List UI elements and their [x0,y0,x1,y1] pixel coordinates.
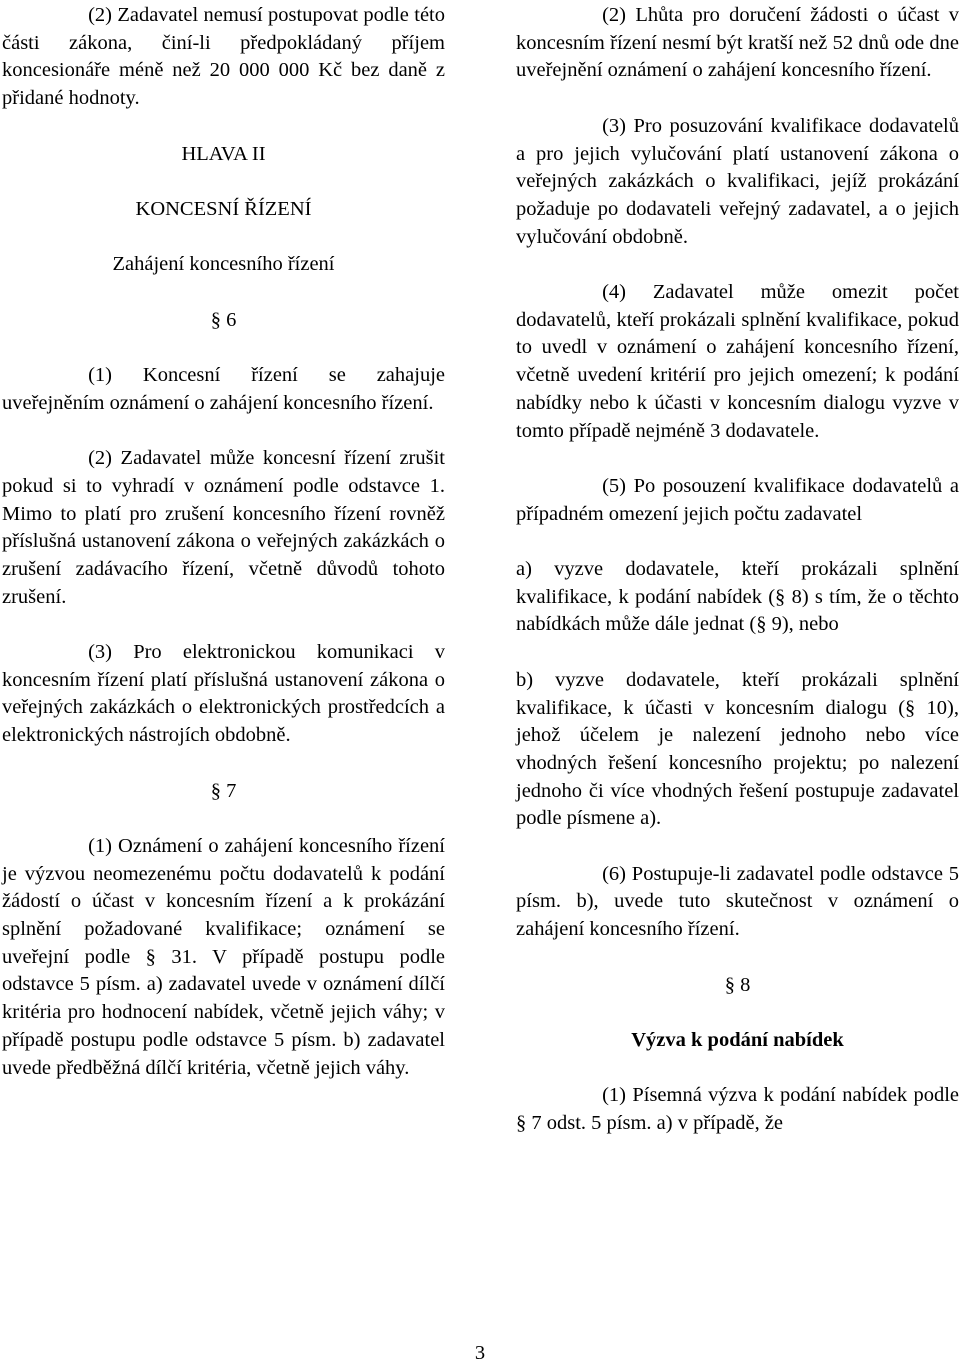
section-7-heading: § 7 [210,779,237,802]
section-7-paragraph-4: (4) Zadavatel může omezit počet dodavatelů, kteří prokázali splnění kvalifikace, pokud to uvedl v oznámení o zahájení koncesního řízení, včetně uvedení kritérií pro jejich omezení; k podání nabídky nebo k účasti v koncesním dialogu vyzve v tomto případě nejméně 3 dodavatele. [516,281,959,442]
right-column [516,2,959,1165]
section-7-paragraph-3: (3) Pro posuzování kvalifikace dodavatelů a pro jejich vylučování platí ustanovení zákona o veřejných zakázkách o kvalifikaci, jejíž prokázání požaduje po dodavateli veřejný zadavatel, a o jejich vylučování obdobně. [516,114,959,248]
section-7-paragraph-5-a: a) vyzve dodavatele, kteří prokázali splnění kvalifikace, k podání nabídek (§ 8) s tím, že o těchto nabídkách může dále jednat (§ 9), nebo [516,558,959,636]
section-7-paragraph-2: (2) Lhůta pro doručení žádosti o účast v koncesním řízení nesmí být kratší než 52 dnů ode dne uveřejnění oznámení o zahájení koncesního řízení. [516,4,959,82]
section-8-heading: § 8 [724,973,751,996]
section-6-paragraph-1: (1) Koncesní řízení se zahajuje uveřejněním oznámení o zahájení koncesního řízení. [2,364,445,414]
section-8-paragraph-1: (1) Písemná výzva k podání nabídek podle § 7 odst. 5 písm. a) v případě, že [516,1084,959,1134]
chapter-title: KONCESNÍ ŘÍZENÍ [135,197,312,220]
paragraph-threshold: (2) Zadavatel nemusí postupovat podle této části zákona, činí-li předpokládaný příjem koncesionáře méně než 20 000 000 Kč bez daně z přidané hodnoty. [2,4,445,110]
section-7-paragraph-6: (6) Postupuje-li zadavatel podle odstavce 5 písm. b), uvede tuto skutečnost v oznámení o zahájení koncesního řízení. [516,862,959,941]
page-number: 3 [474,1342,486,1364]
section-6-paragraph-3: (3) Pro elektronickou komunikaci v koncesním řízení platí příslušná ustanovení zákona o veřejných zakázkách o elektronických prostředcích a elektronických nástrojích obdobně. [2,641,445,747]
section-6-heading: § 6 [210,308,237,331]
section-7-paragraph-5: (5) Po posouzení kvalifikace dodavatelů a případném omezení jejich počtu zadavatel [516,474,959,525]
section-7-paragraph-1: (1) Oznámení o zahájení koncesního řízení je výzvou neomezenému počtu dodavatelů k podání žádostí o účast v koncesním řízení a k prokázání splnění požadované kvalifikace; oznámení se uveřejní podle § 31. V případě postupu podle odstavce 5 písm. a) zadavatel uvede v oznámení dílčí kritéria pro hodnocení nabídek, včetně jejich váhy; v případě postupu podle odstavce 5 písm. b) zadavatel uvede předběžná dílčí kritéria, včetně jejich váhy. [2,834,445,1079]
left-column [2,2,445,1110]
subchapter-title: Zahájení koncesního řízení [112,253,335,276]
section-6-paragraph-2: (2) Zadavatel může koncesní řízení zrušit pokud si to vyhradí v oznámení podle odstavce 1. Mimo to platí pro zrušení koncesního řízení rovněž příslušná ustanovení zákona o veřejných zakázkách o zrušení zadávacího řízení, včetně důvodů tohoto zrušení. [2,447,445,608]
section-8-title: Výzva k podání nabídek [631,1028,844,1051]
section-7-paragraph-5-b: b) vyzve dodavatele, kteří prokázali splnění kvalifikace, k účasti v koncesním dialogu (§ 10), jehož účelem je nalezení jednoho nebo více vhodných řešení koncesního projektu; po nalezení jednoho či více vhodných řešení postupuje zadavatel podle písmene a). [516,668,959,830]
chapter-heading: HLAVA II [181,142,266,165]
